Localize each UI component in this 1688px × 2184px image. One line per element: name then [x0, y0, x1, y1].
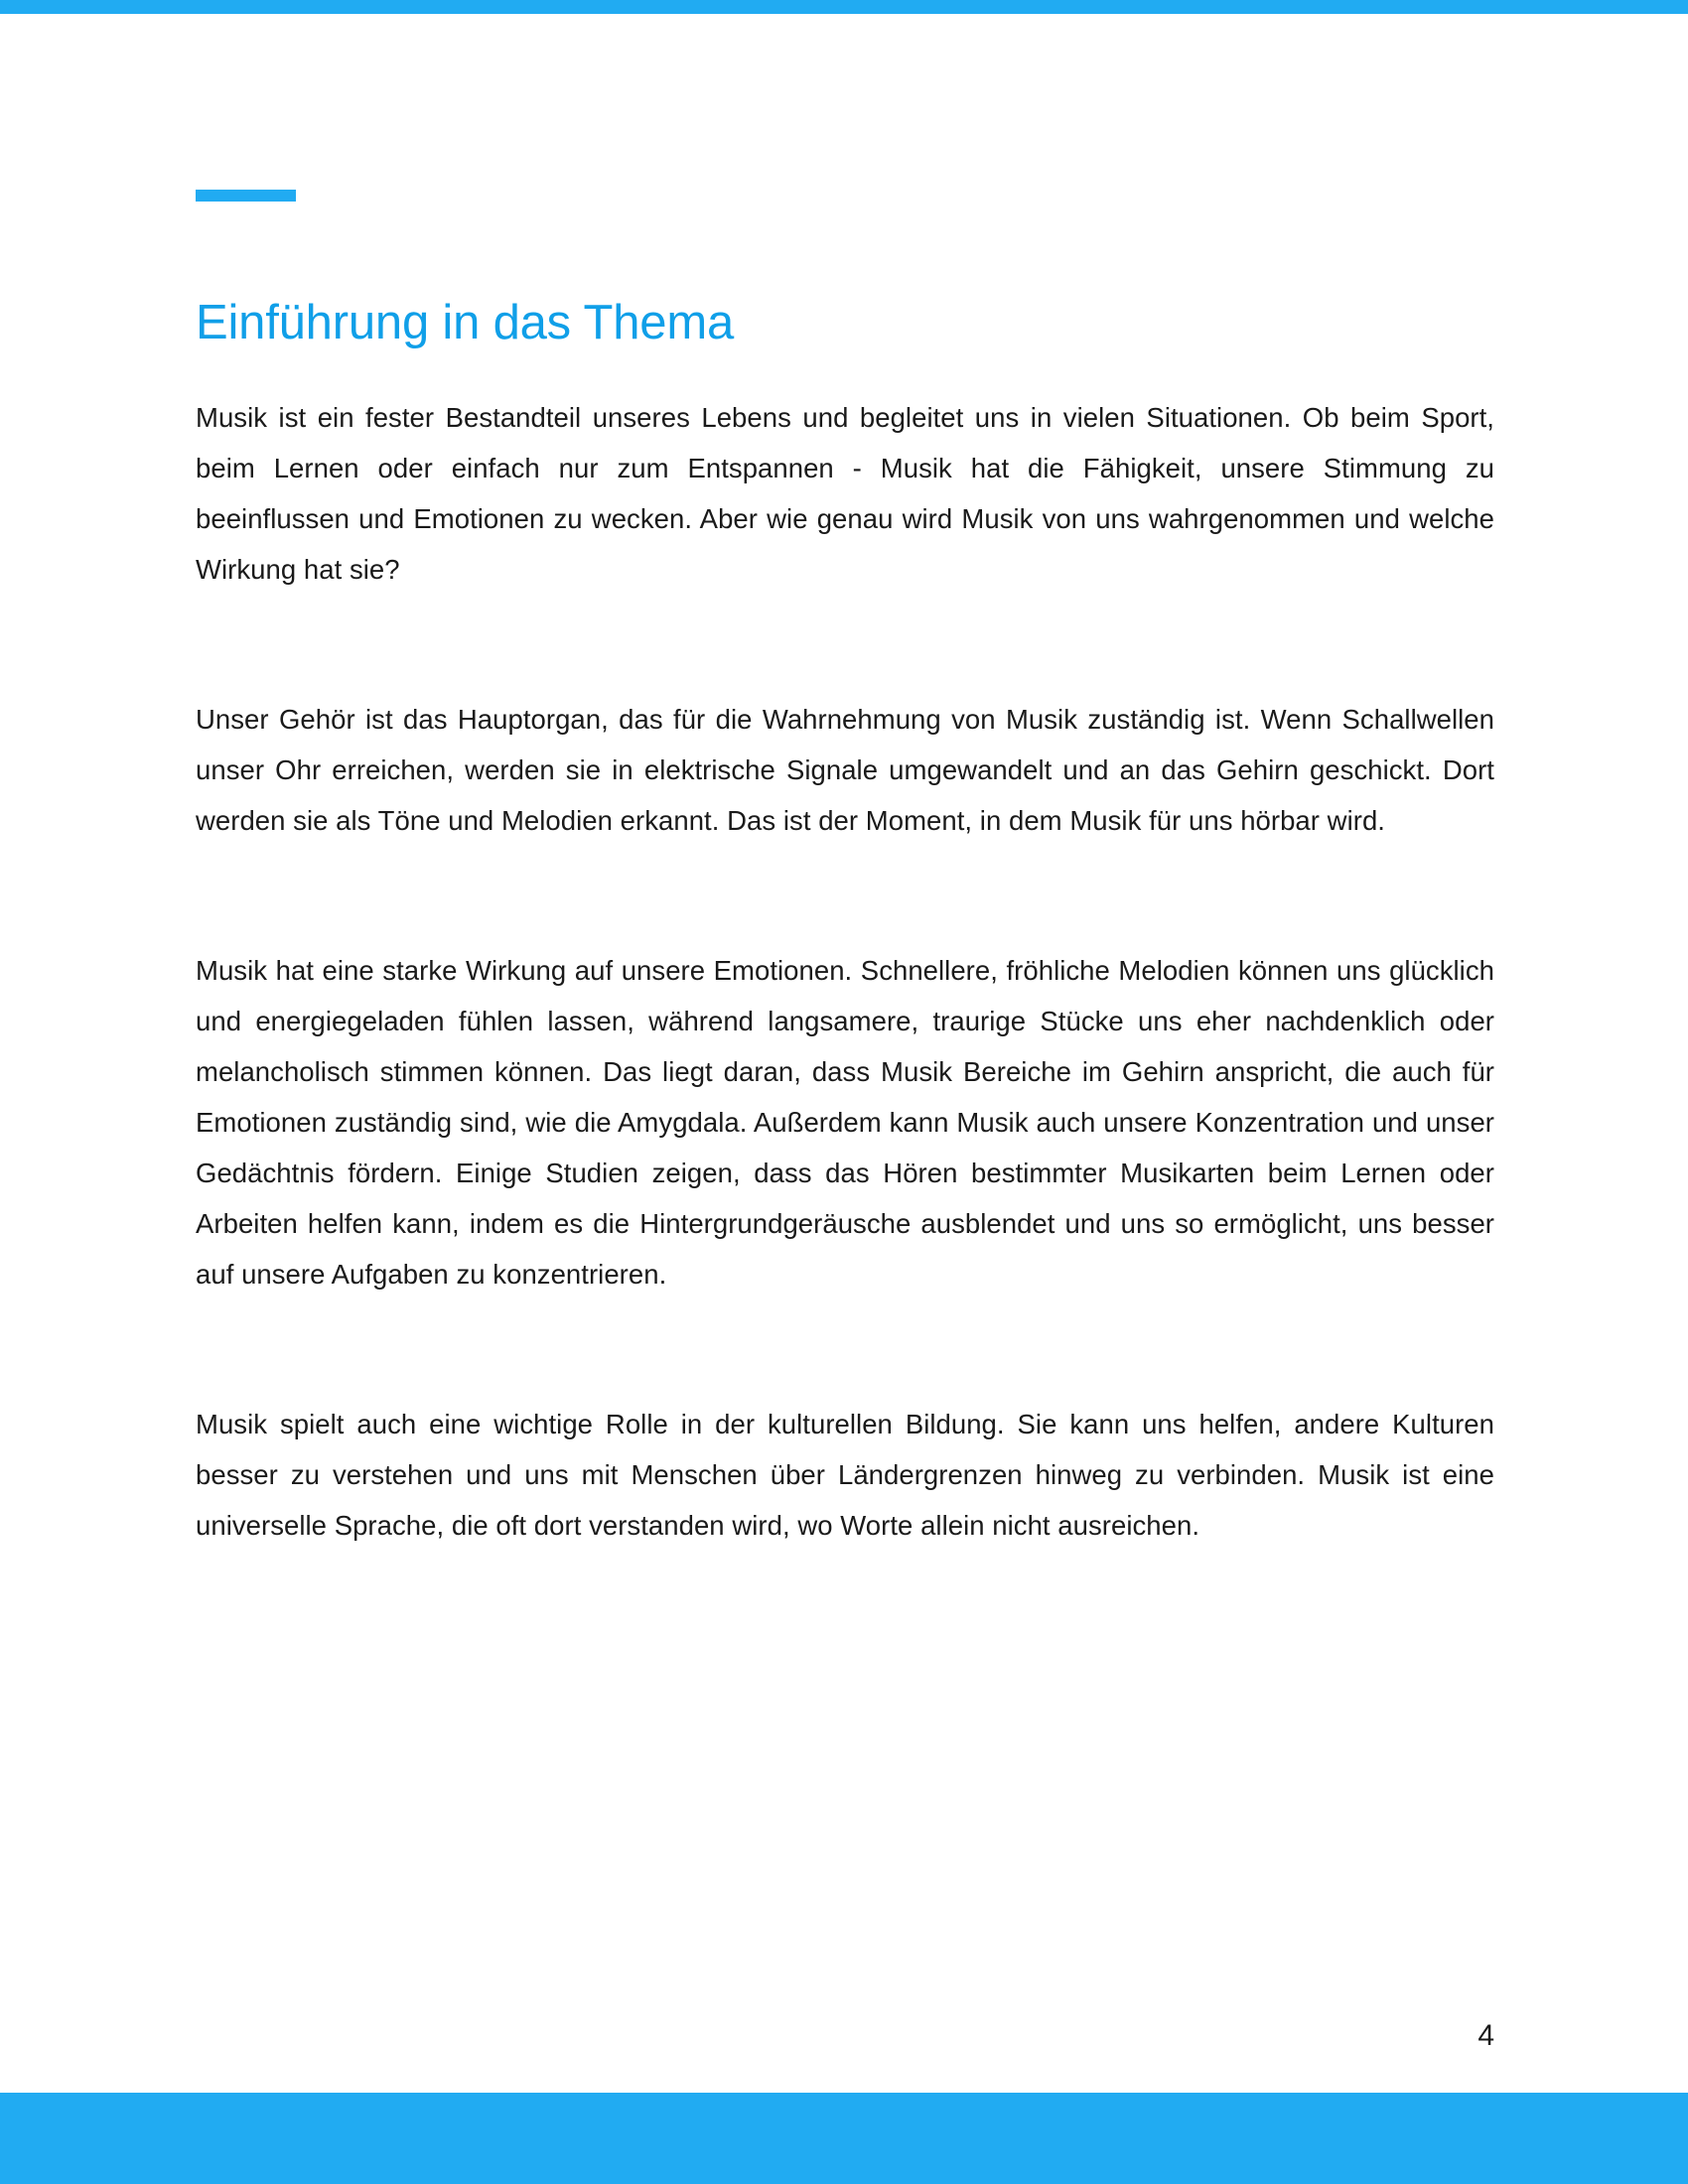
paragraph-1: Musik ist ein fester Bestandteil unseres Lebens und begleitet uns in vielen Situationen. Ob beim Sport, beim Lernen oder einfach nur zum Entspannen - Musik hat die Fähigkeit, unsere Stimmung zu beeinflussen und Emotionen zu wecken. Aber wie genau wird Musik von uns wahrgenommen und welche Wirkung hat sie? [196, 401, 1494, 585]
heading-accent-rule [196, 190, 296, 202]
paragraph-2: Unser Gehör ist das Hauptorgan, das für die Wahrnehmung von Musik zuständig ist. Wenn Schallwellen unser Ohr erreichen, werden sie in elektrische Signale umgewandelt und an das Gehirn geschickt. Dort werden sie als Töne und Melodien erkannt. Das ist der Moment, in dem Musik für uns hörbar wird. [196, 703, 1494, 836]
paragraph-4: Musik spielt auch eine wichtige Rolle in der kulturellen Bildung. Sie kann uns helfen, andere Kulturen besser zu verstehen und uns mit Menschen über Ländergrenzen hinweg zu verbinden. Musik ist eine universelle Sprache, die oft dort verstanden wird, wo Worte allein nicht ausreichen. [196, 1408, 1494, 1541]
bottom-brand-bar [0, 2093, 1688, 2184]
page-title: Einführung in das Thema [196, 296, 735, 349]
page-content [196, 0, 1494, 1551]
paragraph-3: Musik hat eine starke Wirkung auf unsere Emotionen. Schnellere, fröhliche Melodien können uns glücklich und energiegeladen fühlen lassen, während langsamere, traurige Stücke uns eher nachdenklich oder melancholisch stimmen können. Das liegt daran, dass Musik Bereiche im Gehirn anspricht, die auch für Emotionen zuständig sind, wie die Amygdala. Außerdem kann Musik auch unsere Konzentration und unser Gedächtnis fördern. Einige Studien zeigen, dass das Hören bestimmter Musikarten beim Lernen oder Arbeiten helfen kann, indem es die Hintergrundgeräusche ausblendet und uns so ermöglicht, uns besser auf unsere Aufgaben zu konzentrieren. [196, 954, 1494, 1290]
page-number: 4 [1477, 2019, 1494, 2052]
